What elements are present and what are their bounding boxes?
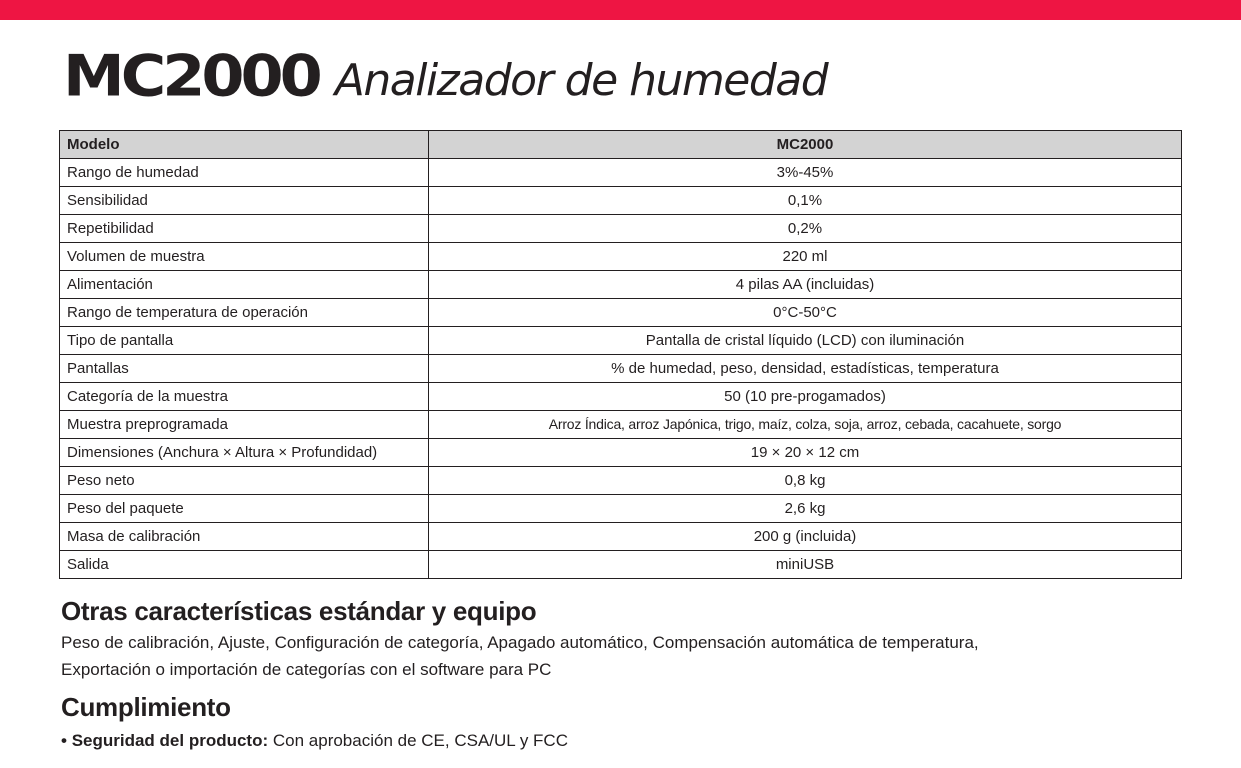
spec-label: Rango de temperatura de operación: [60, 299, 429, 327]
spec-value: 50 (10 pre-progamados): [429, 383, 1182, 411]
specs-table: [59, 130, 1182, 579]
spec-label: Alimentación: [60, 271, 429, 299]
spec-label: Volumen de muestra: [60, 243, 429, 271]
spec-value: 0,1%: [429, 187, 1182, 215]
table-header-row: [60, 131, 1182, 159]
table-row: [60, 355, 1182, 383]
table-row: [60, 411, 1182, 439]
spec-label: Peso neto: [60, 467, 429, 495]
table-row: [60, 187, 1182, 215]
header-cell-model: Modelo: [60, 131, 429, 159]
top-accent-bar: [0, 0, 1241, 20]
features-line-1: Peso de calibración, Ajuste, Configuración de categoría, Apagado automático, Compensación automática de temperatura,: [61, 633, 979, 652]
spec-value: 4 pilas AA (incluidas): [429, 271, 1182, 299]
table-row: [60, 551, 1182, 579]
product-subtitle: Analizador de humedad: [334, 55, 828, 106]
spec-label: Tipo de pantalla: [60, 327, 429, 355]
table-row: [60, 467, 1182, 495]
spec-value: 19 × 20 × 12 cm: [429, 439, 1182, 467]
compliance-item-label: Seguridad del producto:: [71, 731, 269, 750]
table-row: [60, 495, 1182, 523]
spec-value: % de humedad, peso, densidad, estadísticas, temperatura: [429, 355, 1182, 383]
table-row: [60, 439, 1182, 467]
spec-value: 200 g (incluida): [429, 523, 1182, 551]
spec-label: Masa de calibración: [60, 523, 429, 551]
spec-value: 2,6 kg: [429, 495, 1182, 523]
spec-label: Categoría de la muestra: [60, 383, 429, 411]
spec-value: 0,2%: [429, 215, 1182, 243]
spec-value: 0°C-50°C: [429, 299, 1182, 327]
bullet: •: [61, 731, 67, 750]
spec-value: miniUSB: [429, 551, 1182, 579]
page-title: [63, 42, 828, 110]
spec-value: Arroz Índica, arroz Japónica, trigo, maíz, colza, soja, arroz, cebada, cacahuete, sorgo: [429, 411, 1182, 439]
table-row: [60, 243, 1182, 271]
header-cell-mc2000: MC2000: [429, 131, 1182, 159]
spec-value: 3%-45%: [429, 159, 1182, 187]
table-row: [60, 299, 1182, 327]
features-line-2: Exportación o importación de categorías con el software para PC: [61, 660, 552, 679]
spec-value: 220 ml: [429, 243, 1182, 271]
spec-label: Rango de humedad: [60, 159, 429, 187]
features-heading: Otras características estándar y equipo: [61, 596, 537, 626]
table-row: [60, 215, 1182, 243]
table-row: [60, 271, 1182, 299]
spec-label: Muestra preprogramada: [60, 411, 429, 439]
compliance-heading: Cumplimiento: [61, 692, 231, 722]
table-row: [60, 327, 1182, 355]
compliance-item: [61, 731, 568, 751]
table-row: [60, 159, 1182, 187]
spec-value: 0,8 kg: [429, 467, 1182, 495]
spec-label: Repetibilidad: [60, 215, 429, 243]
spec-label: Pantallas: [60, 355, 429, 383]
product-logo: MC2000: [63, 42, 319, 110]
compliance-item-value: Con aprobación de CE, CSA/UL y FCC: [272, 731, 568, 750]
spec-label: Dimensiones (Anchura × Altura × Profundidad): [60, 439, 429, 467]
spec-label: Sensibilidad: [60, 187, 429, 215]
spec-label: Peso del paquete: [60, 495, 429, 523]
spec-label: Salida: [60, 551, 429, 579]
table-row: [60, 383, 1182, 411]
spec-value: Pantalla de cristal líquido (LCD) con iluminación: [429, 327, 1182, 355]
table-row: [60, 523, 1182, 551]
